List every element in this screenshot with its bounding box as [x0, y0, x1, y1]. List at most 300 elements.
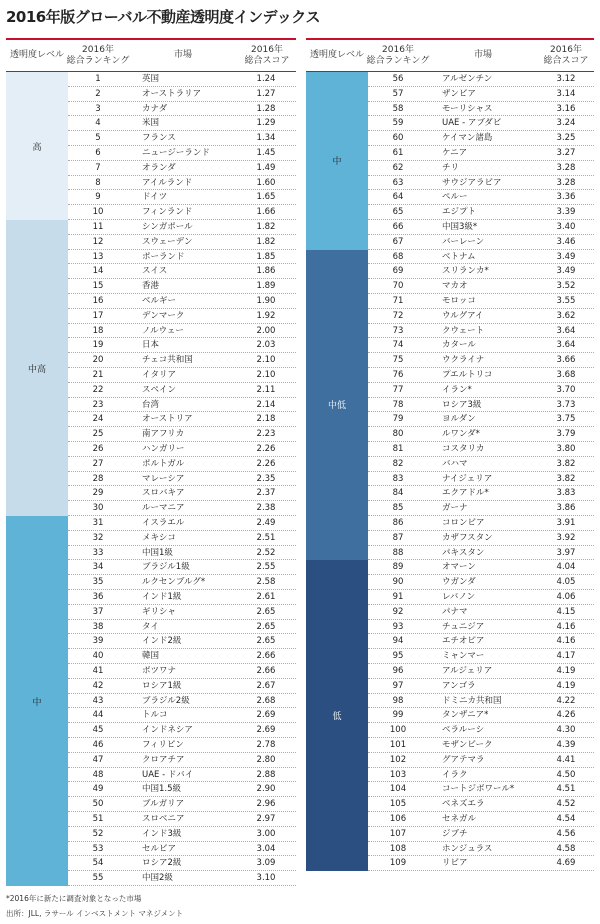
market-cell: アンゴラ [442, 680, 476, 691]
table-row [6, 782, 296, 797]
table-row [6, 546, 296, 561]
transparency-level-band: 中低 [306, 250, 368, 561]
score-cell: 2.97 [256, 814, 276, 824]
score-cell: 1.90 [256, 296, 276, 306]
rank-cell: 8 [95, 177, 101, 188]
score-cell: 3.16 [556, 103, 576, 114]
table-row [306, 856, 594, 871]
table-row [6, 324, 296, 339]
score-cell: 2.14 [256, 399, 276, 410]
table-row [306, 649, 594, 664]
market-cell: スイス [142, 266, 168, 277]
score-cell: 3.36 [556, 192, 576, 203]
header-level: 透明度レベル [9, 50, 64, 60]
score-cell: 3.97 [556, 547, 576, 558]
score-cell: 4.19 [556, 680, 576, 691]
score-cell: 4.17 [556, 651, 576, 662]
rank-cell: 78 [392, 399, 404, 410]
market-cell: フィリピン [142, 740, 184, 750]
market-cell: インド3級 [142, 828, 182, 839]
table-row [6, 649, 296, 664]
table-row [306, 324, 594, 339]
table-row [306, 827, 594, 842]
rank-cell: 57 [392, 88, 404, 99]
market-cell: イラク [442, 769, 468, 780]
rank-cell: 10 [92, 207, 104, 218]
header-rank: 2016年 総合ランキング [366, 44, 430, 66]
header-market: 市場 [473, 50, 492, 60]
table-row [306, 486, 594, 501]
rank-cell: 11 [92, 222, 104, 232]
market-cell: ウルグアイ [442, 310, 484, 321]
market-cell: ケイマン諸島 [442, 133, 493, 144]
market-cell: スロベニア [142, 814, 185, 824]
market-cell: ミャンマー [442, 651, 485, 662]
table-row [6, 87, 296, 102]
score-cell: 3.24 [556, 118, 576, 129]
rank-cell: 92 [392, 606, 404, 617]
table-row [306, 235, 594, 250]
score-cell: 4.52 [556, 799, 576, 810]
page-title: 2016年版グローバル不動産透明度インデックス [6, 8, 321, 26]
table-row [6, 102, 296, 117]
table-row [6, 753, 296, 768]
table-row [6, 472, 296, 487]
table-row [306, 102, 594, 117]
rank-cell: 55 [92, 873, 104, 884]
market-cell: モーリシャス [442, 103, 493, 114]
table-row [6, 398, 296, 413]
score-cell: 3.49 [556, 266, 576, 277]
rank-cell: 4 [95, 118, 101, 129]
market-cell: チェコ共和国 [142, 355, 193, 366]
rank-cell: 71 [392, 296, 404, 306]
market-cell: クウェート [442, 325, 485, 336]
table-body [6, 72, 296, 886]
score-cell: 3.82 [556, 458, 576, 469]
market-cell: ロシア1級 [142, 680, 182, 691]
table-row [6, 457, 296, 472]
rank-cell: 36 [92, 592, 104, 602]
market-cell: インド2級 [142, 636, 182, 647]
market-cell: スウェーデン [142, 236, 193, 247]
rank-cell: 88 [392, 547, 404, 558]
rank-cell: 23 [92, 399, 104, 410]
market-cell: イスラエル [142, 518, 185, 528]
table-row [306, 560, 594, 575]
rank-cell: 77 [392, 384, 404, 395]
table-row [306, 516, 594, 531]
table-row [6, 738, 296, 753]
rank-cell: 13 [92, 251, 104, 262]
table-row [6, 176, 296, 191]
score-cell: 1.29 [256, 118, 276, 129]
market-cell: ルーマニア [142, 503, 185, 514]
table-row [306, 531, 594, 546]
rank-cell: 7 [95, 162, 101, 173]
rank-cell: 17 [92, 310, 104, 321]
rank-cell: 104 [389, 784, 407, 795]
market-cell: セルビア [142, 843, 177, 854]
rank-cell: 6 [95, 148, 101, 158]
table-row [6, 116, 296, 131]
table-row [6, 161, 296, 176]
table-row [306, 723, 594, 738]
score-cell: 2.66 [256, 651, 276, 662]
score-cell: 3.82 [556, 473, 576, 484]
transparency-level-band: 低 [306, 560, 368, 871]
table-row [6, 531, 296, 546]
market-cell: 台湾 [142, 399, 160, 410]
table-row [306, 220, 594, 235]
rank-cell: 86 [392, 518, 404, 528]
header-market: 市場 [173, 50, 192, 60]
score-cell: 2.03 [256, 340, 276, 351]
market-cell: ベルギー [142, 296, 177, 306]
table-row [6, 190, 296, 205]
market-cell: アルジェリア [442, 666, 493, 676]
table-row [306, 412, 594, 427]
market-cell: パキスタン [442, 547, 485, 558]
table-row [306, 442, 594, 457]
table-row [6, 338, 296, 353]
market-cell: モザンビーク [442, 740, 493, 750]
rank-cell: 60 [392, 133, 404, 144]
table-row [6, 827, 296, 842]
market-cell: 韓国 [142, 651, 160, 662]
rank-cell: 94 [392, 636, 404, 647]
table-row [6, 768, 296, 783]
table-row [6, 309, 296, 324]
score-cell: 2.65 [256, 636, 276, 647]
market-cell: ベラルーシ [442, 725, 485, 736]
market-cell: ジブチ [442, 828, 468, 839]
rank-cell: 28 [92, 473, 104, 484]
rank-cell: 89 [392, 562, 404, 573]
market-cell: ルワンダ* [442, 429, 480, 440]
table-row [306, 116, 594, 131]
score-cell: 3.91 [556, 518, 576, 528]
table-row [306, 768, 594, 783]
table-row [306, 782, 594, 797]
score-cell: 2.61 [256, 592, 276, 602]
table-row [6, 486, 296, 501]
source-note: 出所：JLL, ラサール インベストメント マネジメント [6, 909, 184, 918]
table-row [306, 738, 594, 753]
market-cell: ブラジル2級 [142, 695, 190, 706]
table-row [306, 590, 594, 605]
score-cell: 3.73 [556, 399, 576, 410]
rank-cell: 79 [392, 414, 404, 425]
rank-cell: 72 [392, 310, 404, 321]
score-cell: 1.24 [256, 74, 276, 84]
score-cell: 2.49 [256, 518, 276, 528]
score-cell: 1.49 [256, 162, 276, 173]
score-cell: 3.66 [556, 355, 576, 366]
market-cell: ロシア3級 [442, 399, 482, 410]
rank-cell: 87 [392, 532, 404, 543]
rank-cell: 29 [92, 488, 104, 499]
rank-cell: 19 [92, 340, 104, 351]
market-cell: 中国1.5級 [142, 784, 182, 795]
table-row [6, 383, 296, 398]
market-cell: 香港 [142, 281, 160, 292]
table-row [306, 605, 594, 620]
market-cell: ニュージーランド [142, 148, 210, 158]
table-row [306, 797, 594, 812]
score-cell: 3.25 [556, 133, 576, 144]
rank-cell: 2 [95, 88, 101, 99]
rank-cell: 15 [92, 281, 104, 292]
rank-cell: 76 [392, 370, 404, 380]
rank-cell: 35 [92, 577, 104, 588]
market-cell: クロアチア [142, 754, 185, 765]
score-cell: 4.58 [556, 843, 576, 854]
table-row [6, 634, 296, 649]
table-row [306, 176, 594, 191]
rank-cell: 99 [392, 710, 404, 721]
market-cell: ノルウェー [142, 325, 184, 336]
score-cell: 3.28 [556, 177, 576, 188]
rank-cell: 61 [392, 148, 404, 158]
table-row [6, 353, 296, 368]
score-cell: 3.80 [556, 444, 576, 454]
rank-cell: 31 [92, 518, 104, 528]
score-cell: 3.83 [556, 488, 576, 499]
rank-cell: 103 [389, 769, 407, 780]
table-row [306, 87, 594, 102]
rank-cell: 18 [92, 325, 104, 336]
table-row [6, 501, 296, 516]
market-cell: 南アフリカ [142, 429, 185, 440]
market-cell: アイルランド [142, 177, 193, 188]
score-cell: 4.16 [556, 621, 576, 632]
table-row [306, 131, 594, 146]
market-cell: 英国 [142, 74, 160, 84]
market-cell: 中国2級 [142, 873, 173, 884]
rank-cell: 80 [392, 429, 404, 440]
table-row [6, 723, 296, 738]
header-rank: 2016年 総合ランキング [66, 44, 130, 66]
market-cell: コートジボワール* [442, 784, 515, 795]
market-cell: セネガル [442, 814, 477, 824]
table-row [306, 146, 594, 161]
rank-cell: 96 [392, 666, 404, 676]
rank-cell: 93 [392, 621, 404, 632]
rank-cell: 66 [392, 222, 404, 232]
score-cell: 2.35 [256, 473, 276, 484]
score-cell: 2.58 [256, 577, 276, 588]
rank-cell: 62 [392, 162, 404, 173]
score-cell: 4.41 [556, 754, 576, 765]
market-cell: プエルトリコ [442, 370, 493, 380]
market-cell: 米国 [142, 118, 160, 129]
rank-cell: 44 [92, 710, 104, 721]
market-cell: シンガポール [142, 222, 193, 232]
market-cell: ヨルダン [442, 414, 476, 425]
table-row [6, 560, 296, 575]
market-cell: バハマ [442, 458, 468, 469]
table-row [6, 605, 296, 620]
table-row [6, 279, 296, 294]
rank-cell: 83 [392, 473, 404, 484]
rank-cell: 42 [92, 680, 104, 691]
rank-cell: 58 [392, 103, 404, 114]
table-row [306, 338, 594, 353]
score-cell: 1.89 [256, 281, 276, 292]
score-cell: 4.16 [556, 636, 576, 647]
rank-cell: 97 [392, 680, 404, 691]
market-cell: ベネズエラ [442, 799, 485, 810]
table-row [306, 309, 594, 324]
table-row [6, 575, 296, 590]
rank-cell: 51 [92, 814, 104, 824]
score-cell: 2.37 [256, 488, 276, 499]
market-cell: スリランカ* [442, 266, 489, 277]
rank-cell: 81 [392, 444, 404, 454]
rank-cell: 47 [92, 754, 104, 765]
rank-cell: 100 [389, 725, 407, 736]
score-cell: 3.04 [256, 843, 276, 854]
score-cell: 2.90 [256, 784, 276, 795]
rank-cell: 49 [92, 784, 104, 795]
rank-cell: 107 [389, 828, 407, 839]
market-cell: ホンジュラス [442, 843, 493, 854]
score-cell: 2.68 [256, 695, 276, 706]
rank-cell: 53 [92, 843, 104, 854]
score-cell: 2.38 [256, 503, 276, 514]
market-cell: リビア [442, 858, 468, 869]
table-row [306, 457, 594, 472]
table-row [306, 161, 594, 176]
score-cell: 1.86 [256, 266, 276, 277]
market-cell: ボツワナ [142, 666, 177, 676]
market-cell: ハンガリー [142, 444, 185, 454]
score-cell: 2.67 [256, 680, 276, 691]
rank-cell: 106 [389, 814, 407, 824]
score-cell: 2.80 [256, 754, 276, 765]
rank-cell: 40 [92, 651, 104, 662]
table-row [6, 797, 296, 812]
table-row [306, 383, 594, 398]
market-cell: タイ [142, 621, 159, 632]
table-row [306, 664, 594, 679]
table-row [306, 679, 594, 694]
table-row [6, 516, 296, 531]
rank-cell: 22 [92, 384, 104, 395]
rank-cell: 82 [392, 458, 404, 469]
market-cell: スロバキア [142, 488, 185, 499]
transparency-table-right [306, 38, 594, 871]
market-cell: グアテマラ [442, 754, 485, 765]
table-row [306, 501, 594, 516]
market-cell: ウクライナ [442, 355, 485, 366]
table-row [306, 72, 594, 87]
score-cell: 3.68 [556, 370, 576, 380]
score-cell: 3.92 [556, 532, 576, 543]
market-cell: オマーン [442, 562, 476, 573]
score-cell: 2.55 [256, 562, 276, 573]
score-cell: 2.51 [256, 532, 276, 543]
score-cell: 4.69 [556, 858, 576, 869]
score-cell: 3.75 [556, 414, 576, 425]
table-row [306, 205, 594, 220]
score-cell: 4.05 [556, 577, 576, 588]
table-row [6, 708, 296, 723]
score-cell: 4.39 [556, 740, 576, 750]
rank-cell: 74 [392, 340, 404, 351]
market-cell: チリ [442, 162, 460, 173]
table-row [306, 368, 594, 383]
market-cell: バーレーン [442, 236, 485, 247]
score-cell: 1.92 [256, 310, 276, 321]
score-cell: 4.19 [556, 666, 576, 676]
market-cell: モロッコ [442, 296, 476, 306]
score-cell: 2.78 [256, 740, 276, 750]
score-cell: 4.50 [556, 769, 576, 780]
rank-cell: 108 [389, 843, 407, 854]
score-cell: 1.82 [256, 222, 276, 232]
rank-cell: 70 [392, 281, 404, 292]
score-cell: 3.28 [556, 162, 576, 173]
rank-cell: 20 [92, 355, 104, 366]
market-cell: タンザニア* [442, 710, 489, 721]
market-cell: ケニア [442, 148, 468, 158]
score-cell: 3.64 [556, 325, 576, 336]
market-cell: ポーランド [142, 251, 185, 262]
market-cell: ペルー [442, 192, 468, 203]
table-row [6, 220, 296, 235]
table-row [306, 546, 594, 561]
rank-cell: 69 [392, 266, 404, 277]
rank-cell: 63 [392, 177, 404, 188]
market-cell: UAE - アブダビ [442, 118, 502, 129]
score-cell: 4.56 [556, 828, 576, 839]
market-cell: ザンビア [442, 88, 476, 99]
score-cell: 1.34 [256, 133, 276, 144]
table-row [6, 620, 296, 635]
market-cell: マレーシア [142, 473, 185, 484]
market-cell: レバノン [442, 592, 476, 602]
market-cell: インドネシア [142, 725, 193, 736]
header-level: 透明度レベル [309, 50, 364, 60]
score-cell: 4.30 [556, 725, 576, 736]
rank-cell: 12 [92, 236, 104, 247]
market-cell: ウガンダ [442, 577, 476, 588]
rank-cell: 48 [92, 769, 104, 780]
rank-cell: 33 [92, 547, 104, 558]
market-cell: カナダ [142, 103, 168, 114]
rank-cell: 37 [92, 606, 104, 617]
rank-cell: 39 [92, 636, 104, 647]
score-cell: 3.52 [556, 281, 576, 292]
rank-cell: 3 [95, 103, 101, 114]
score-cell: 4.06 [556, 592, 576, 602]
market-cell: トルコ [142, 710, 168, 721]
table-row [6, 72, 296, 87]
market-cell: スペイン [142, 384, 177, 395]
score-cell: 2.96 [256, 799, 276, 810]
score-cell: 2.26 [256, 444, 276, 454]
market-cell: ブラジル1級 [142, 562, 190, 573]
table-row [6, 842, 296, 857]
table-row [6, 679, 296, 694]
rank-cell: 43 [92, 695, 104, 706]
market-cell: エジプト [442, 207, 477, 218]
rank-cell: 54 [92, 858, 104, 869]
market-cell: オランダ [142, 162, 176, 173]
rank-cell: 67 [392, 236, 404, 247]
